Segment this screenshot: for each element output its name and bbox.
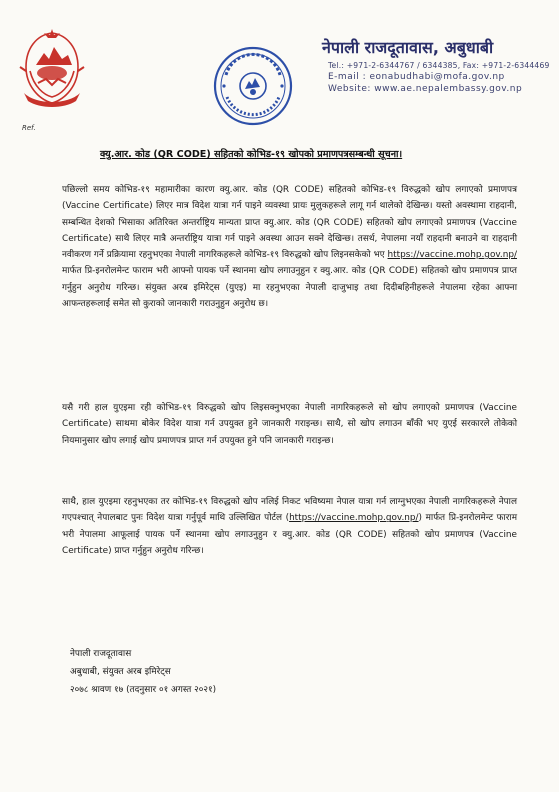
vaccine-portal-link-2[interactable]: https://vaccine.mohp.gov.np/ (289, 513, 419, 524)
nepal-emblem-icon (16, 27, 88, 111)
contact-tel-fax: Tel.: +971-2-6344767 / 6344385, Fax: +971-2-6344469 (328, 61, 550, 70)
vaccine-portal-link[interactable]: https://vaccine.mohp.gov.np/ (387, 250, 517, 261)
paragraph-3-text-b: ) मार्फत प्रि-इनरोलमेन्ट फाराम भरी नेपालमा आफूलाई पायक पर्ने स्थानमा खोप लगाउनुहुन र क्यु.आर. कोड (QR CODE) सहितको खोप प्रमाणपत्र (Vaccine Certificate) प्राप्त गर्नुहुन अनुरोध गरिन्छ। (62, 513, 517, 556)
paragraph-2-text: यसै गरी हाल युएइमा रही कोभिड-१९ विरुद्धको खोप लिइसक्नुभएका नेपाली नागरिकहरूले सो खोप लगाएको प्रमाणपत्र (Vaccine Certificate) साथमा बोकेर विदेश यात्रा गर्न उपयुक्त हुने जानकारी गराइन्छ। साथै, सो खोप लगाउन बाँकी भए युएई सरकारले तोकेको नियमानुसार खोप लगाई खोप प्रमाणपत्र प्राप्त गर्न उपयुक्त हुने पनि जानकारी गराइन्छ। (62, 403, 517, 446)
embassy-name: नेपाली राजदूतावास, अबुधाबी (322, 38, 494, 57)
signature-date: २०७८ श्रावण १७ (तदनुसार ०१ अगस्त २०२१) (70, 685, 217, 695)
paragraph-1-text-a: पछिल्लो समय कोभिड-१९ महामारीका कारण क्यु.आर. कोड (QR CODE) सहितको कोभिड-१९ विरुद्धको खोप लगाएको प्रमाणपत्र (Vaccine Certificate) लिएर मात्र विदेश यात्रा गर्न पाइने व्यवस्था प्रायः मुलुकहरूले लागू गर्न थालेको देखिन्छ। यस्तो अवस्थामा राहदानी, सम्बन्धित देशको भिसाका अतिरिक्त अन्तर्राष्ट्रिय मान्यता प्राप्त क्यु.आर. कोड (QR CODE) सहितको खोप लगाएको प्रमाणपत्र (Vaccine Certificate) साथै लिएर मात्रै अन्तर्राष्ट्रिय यात्रा गर्न पाइने अवस्था आउन सक्ने देखिन्छ। तसर्थ, नेपालमा नयाँ राहदानी बनाउने वा राहदानी नवीकरण गर्ने प्रक्रियामा रहनुभएका नेपाली नागरिकहरूले कोभिड-१९ विरुद्धको खोप लिइनसकेको भए (62, 185, 517, 261)
paragraph-1 (62, 182, 517, 312)
ref-label: Ref. (22, 124, 36, 132)
embassy-seal-icon (212, 45, 294, 127)
paragraph-3 (62, 494, 517, 559)
paragraph-2 (62, 400, 517, 449)
paragraph-1-text-b: मार्फत प्रि-इनरोलमेन्ट फाराम भरी आफ्नो पायक पर्ने स्थानमा खोप लगाउनुहुन र क्यु.आर. कोड (QR CODE) सहितको खोप प्रमाणपत्र प्राप्त गर्नुहुन अनुरोध गरिन्छ। संयुक्त अरब इमिरेट्स (युएइ) मा रहनुभएका नेपाली दाजुभाइ तथा दिदीबहिनीहरूले नेपालमा रहेका आफ्ना आफन्तहरूलाई समेत सो कुराको जानकारी गराउनुहुन अनुरोध छ। (62, 266, 517, 310)
paragraph-3-text-a: साथै, हाल युएइमा रहनुभएका तर कोभिड-१९ विरुद्धको खोप नलिई निकट भविष्यमा नेपाल यात्रा गर्न लाग्नुभएका नेपाली नागरिकहरूले नेपाल गएपश्चात् नेपालबाट पुनः विदेश यात्रा गर्नुपूर्व माथि उल्लिखित पोर्टल ( (62, 497, 517, 524)
signature-location: अबुधाबी, संयुक्त अरब इमिरेट्स (70, 667, 171, 677)
notice-subject: क्यु.आर. कोड (QR CODE) सहितको कोभिड-१९ खोपको प्रमाणपत्रसम्बन्धी सूचना। (100, 149, 403, 160)
contact-website: Website: www.ae.nepalembassy.gov.np (328, 84, 523, 94)
signature-org: नेपाली राजदूतावास (70, 649, 132, 659)
contact-email: E-mail : eonabudhabi@mofa.gov.np (328, 72, 505, 82)
